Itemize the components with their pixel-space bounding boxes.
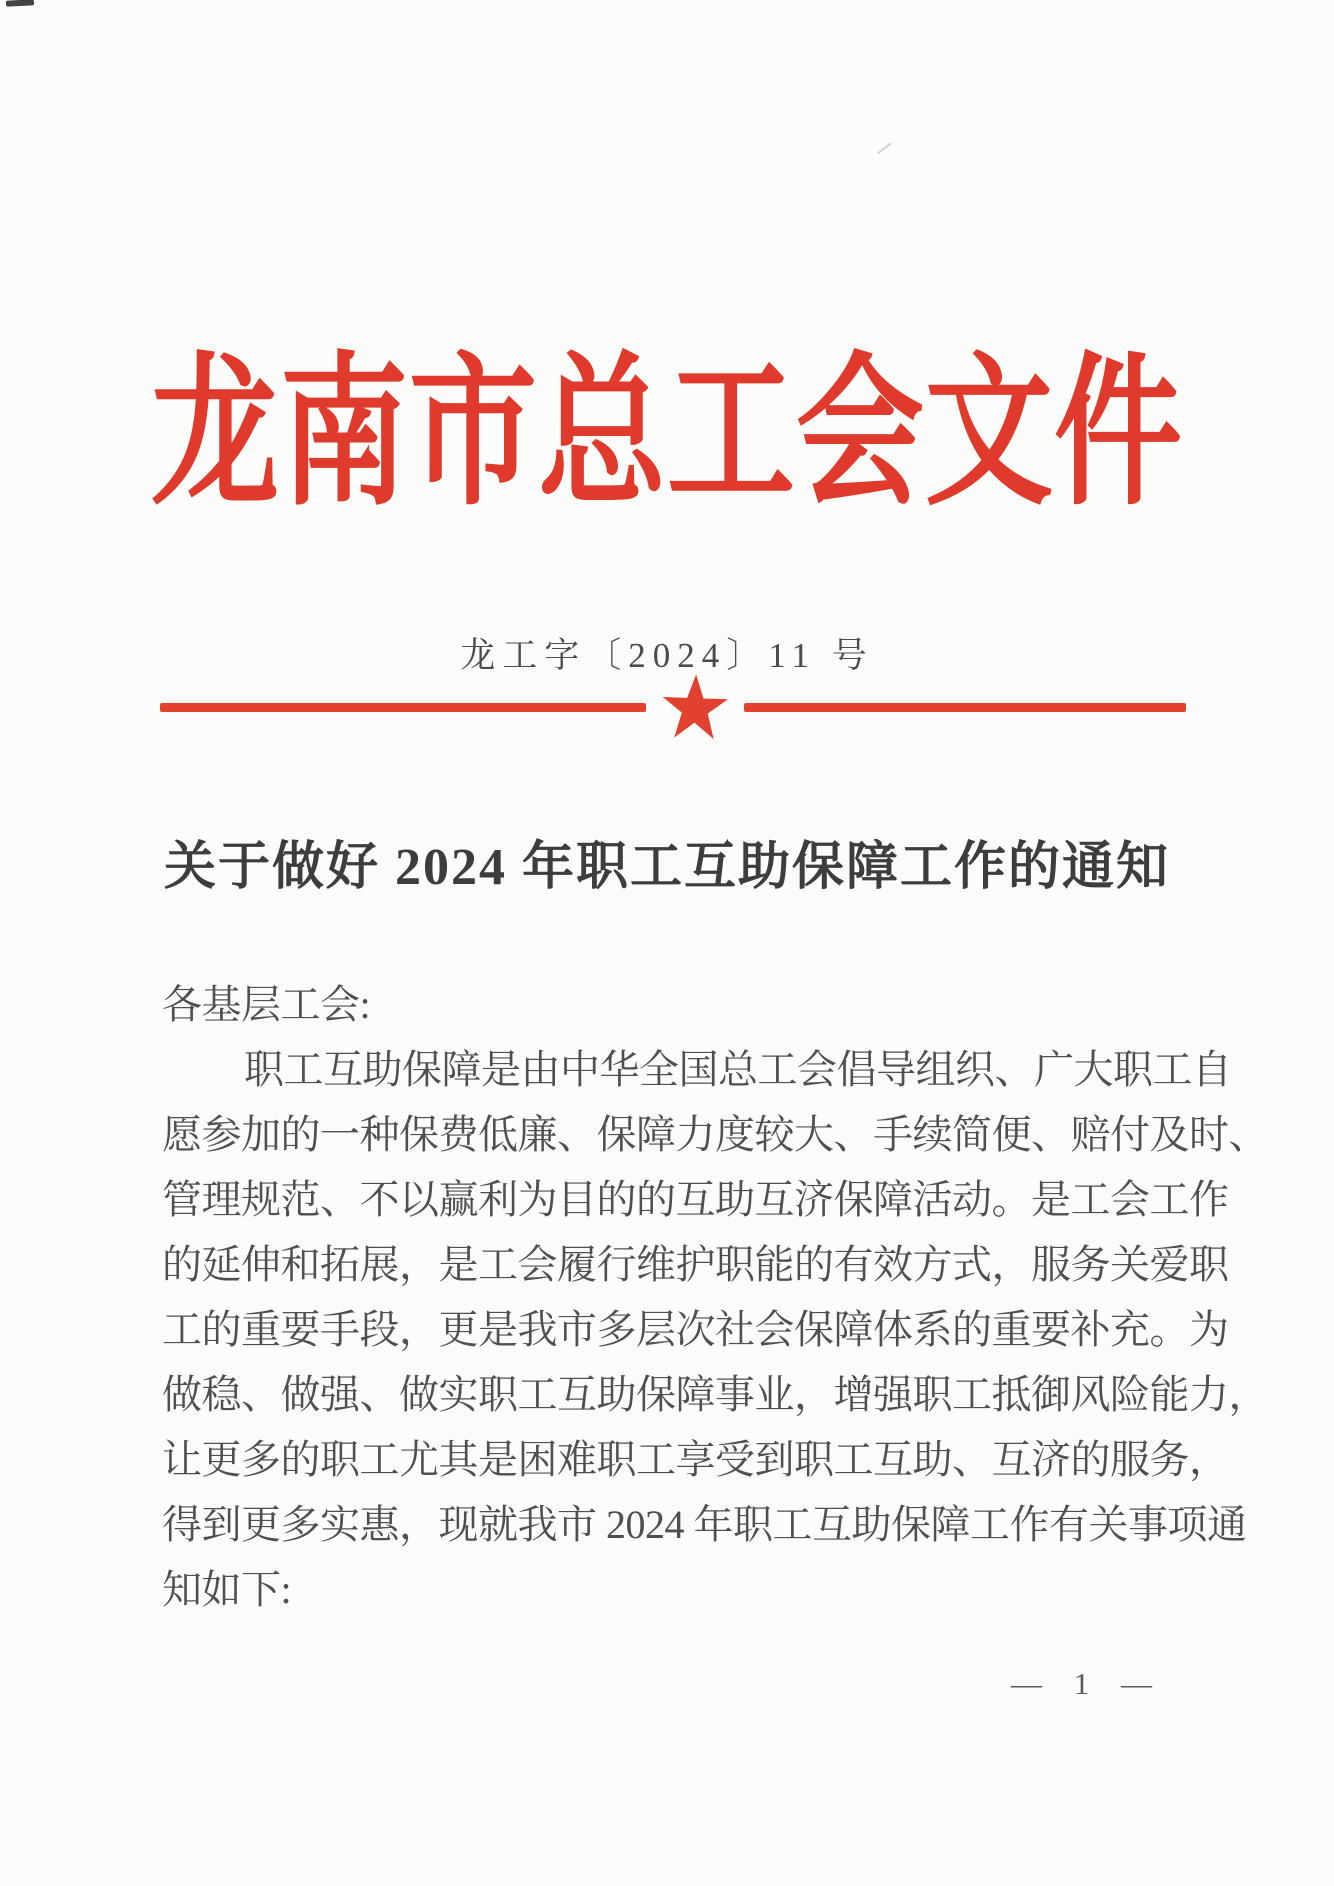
body-line: 愿参加的一种保费低廉、保障力度较大、手续简便、赔付及时、 bbox=[162, 1112, 1268, 1157]
red-star-icon bbox=[660, 672, 730, 742]
divider-line-right bbox=[744, 703, 1186, 712]
scan-artifact-mark bbox=[877, 143, 898, 164]
body-line: 做稳、做强、做实职工互助保障事业，增强职工抵御风险能力， bbox=[162, 1372, 1268, 1417]
body-line: 工的重要手段，更是我市多层次社会保障体系的重要补充。为 bbox=[162, 1307, 1229, 1352]
salutation: 各基层工会: bbox=[162, 982, 371, 1027]
body-line: 管理规范、不以赢利为目的的互助互济保障活动。是工会工作 bbox=[162, 1177, 1229, 1222]
body-line: 得到更多实惠，现就我市 2024 年职工互助保障工作有关事项通 bbox=[162, 1502, 1247, 1547]
document-number: 龙工字〔2024〕11 号 bbox=[460, 636, 874, 675]
document-body bbox=[162, 972, 1268, 1622]
org-header-title: 龙南市总工会文件 bbox=[150, 343, 1183, 525]
scan-artifact-corner bbox=[6, 0, 34, 7]
red-divider bbox=[160, 672, 1186, 742]
body-line: 职工互助保障是由中华全国总工会倡导组织、广大职工自 bbox=[244, 1047, 1232, 1092]
page-number: — 1 — bbox=[1011, 1666, 1164, 1701]
body-line: 让更多的职工尤其是困难职工享受到职工互助、互济的服务， bbox=[162, 1437, 1229, 1482]
divider-line-left bbox=[160, 703, 646, 712]
body-line: 知如下: bbox=[162, 1567, 292, 1612]
body-line: 的延伸和拓展，是工会履行维护职能的有效方式，服务关爱职 bbox=[162, 1242, 1229, 1287]
document-title: 关于做好 2024 年职工互助保障工作的通知 bbox=[163, 839, 1170, 896]
